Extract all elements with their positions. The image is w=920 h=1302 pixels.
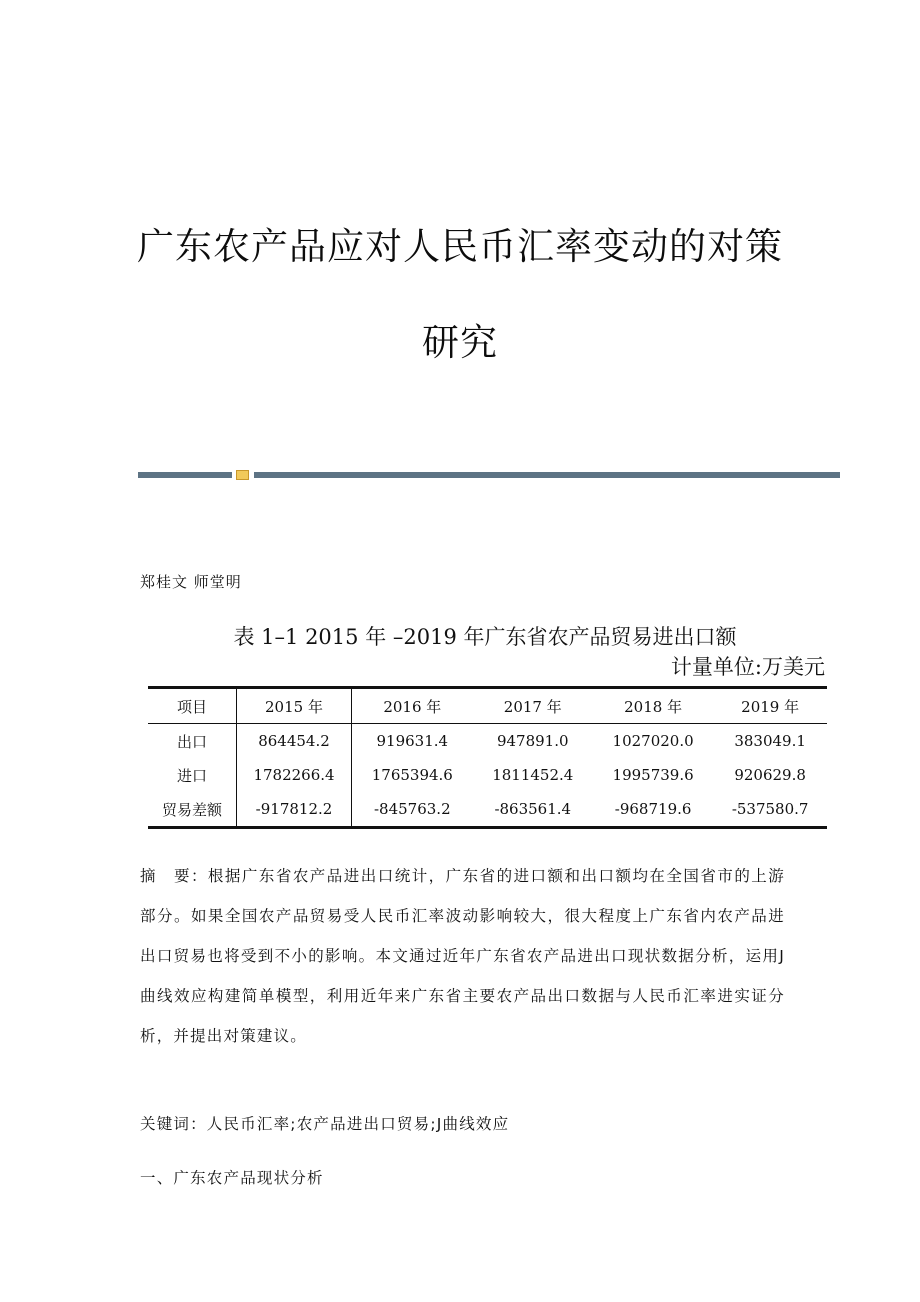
authors: 郑桂文 师堂明 [140,573,242,591]
table-cell: 919631.4 [376,732,449,750]
section-heading: 一、广东农产品现状分析 [140,1169,324,1187]
table-row [148,758,827,792]
header-cell: 项目 [148,688,237,724]
document-title-line-2: 研究 [422,321,498,364]
abstract: 摘 要：根据广东省农产品进出口统计，广东省的进口额和出口额均在全国省市的上游部分。如果全国农产品贸易受人民币汇率波动影响较大，很大程度上广东省内农产品进出口贸易也将受到不小的影响。本文通过近年广东省农产品进出口现状数据分析，运用J曲线效应构建简单模型，利用近年来广东省主要农产品出口数据与人民币汇率进实证分析，并提出对策建议。 [140,867,785,1045]
row-label: 贸易差额 [148,792,237,828]
header-cell: 2017 年 [473,688,593,724]
title-divider [138,470,840,480]
table-caption: 表 1–1 2015 年 –2019 年广东省农产品贸易进出口额 [233,625,737,649]
divider-bar-left [138,472,232,478]
table-cell: 1811452.4 [492,766,574,784]
table-cell: 383049.1 [734,732,806,750]
table-cell: 920629.8 [734,766,806,784]
table-row [148,724,827,759]
table-row [148,792,827,828]
table-cell: 1765394.6 [371,766,453,784]
table-cell: 1995739.6 [612,766,694,784]
row-label: 进口 [148,758,237,792]
table-header-row [148,688,827,724]
table-cell: -917812.2 [237,792,352,828]
trade-table [148,686,827,829]
document-title-line-1: 广东农产品应对人民币汇率变动的对策 [137,225,783,268]
row-label: 出口 [148,724,237,759]
table-cell: -845763.2 [352,792,473,828]
table-cell: -863561.4 [473,792,593,828]
table-cell: -968719.6 [593,792,713,828]
header-cell: 2016 年 [352,688,473,724]
divider-ornament-icon [236,470,249,480]
table-cell: 947891.0 [496,732,569,750]
table-cell: -537580.7 [713,792,827,828]
header-cell: 2015 年 [237,688,352,724]
divider-bar-right [254,472,840,478]
table-cell: 864454.2 [237,724,352,759]
header-cell: 2019 年 [713,688,827,724]
header-cell: 2018 年 [593,688,713,724]
table-unit: 计量单位:万美元 [670,655,825,679]
table-cell: 1027020.0 [612,732,694,750]
keywords: 关键词：人民币汇率;农产品进出口贸易;J曲线效应 [140,1115,510,1133]
table-cell: 1782266.4 [237,758,352,792]
